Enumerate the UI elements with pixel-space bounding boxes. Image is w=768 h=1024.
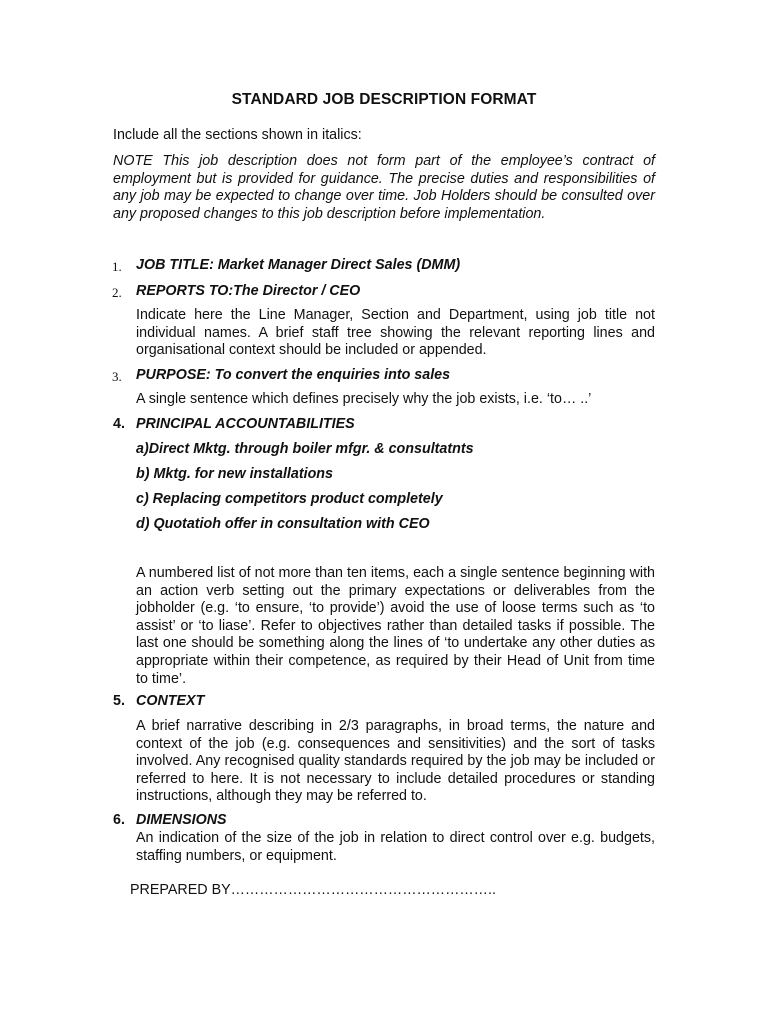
prepared-by-line: PREPARED BY……………………………………………….. bbox=[130, 882, 496, 898]
section-3-heading: PURPOSE: To convert the enquiries into sales bbox=[136, 367, 451, 383]
section-4-body: A numbered list of not more than ten items, each a single sentence beginning with an action verb setting out the primary expectations or deliverables from the jobholder (e.g. ‘to ensure, ‘to provide’) avoid the use of loose terms such as ‘to assist’ or ‘to liase’. Refer to objectives rather than detailed tasks if possible. The last one should be something along the lines of ‘to undertake any other duties as appropriate within their competence, as required by their Head of Unit from time to time’. bbox=[136, 565, 655, 687]
section-4-heading: PRINCIPAL ACCOUNTABILITIES bbox=[136, 416, 355, 432]
accountability-item: c) Replacing competitors product completely bbox=[136, 491, 443, 507]
section-1-heading: JOB TITLE: Market Manager Direct Sales (DMM) bbox=[136, 257, 461, 273]
section-3-body: A single sentence which defines precisely why the job exists, i.e. ‘to… ..’ bbox=[136, 391, 592, 407]
section-6-number: 6. bbox=[113, 812, 125, 828]
intro-text: Include all the sections shown in italics: bbox=[113, 127, 362, 143]
accountability-item: b) Mktg. for new installations bbox=[136, 466, 333, 482]
note-paragraph: NOTE This job description does not form part of the employee’s contract of employment but is provided for guidance. The precise duties and responsibilities of any job may be expected to change over time. Job Holders should be consulted over any proposed changes to this job description before implementation. bbox=[113, 153, 655, 222]
section-5-number: 5. bbox=[113, 693, 125, 709]
section-5-heading: CONTEXT bbox=[136, 693, 205, 709]
section-6-heading: DIMENSIONS bbox=[136, 812, 227, 828]
section-2-heading: REPORTS TO:The Director / CEO bbox=[136, 283, 361, 299]
section-2-body: Indicate here the Line Manager, Section and Department, using job title not individual names. A brief staff tree showing the relevant reporting lines and organisational context should be included or appended. bbox=[136, 307, 655, 359]
section-4-number: 4. bbox=[113, 416, 125, 432]
section-2-number: 2. bbox=[112, 285, 122, 300]
section-5-body: A brief narrative describing in 2/3 paragraphs, in broad terms, the nature and context of the job (e.g. consequences and sensitivities) and the sort of tasks involved. Any recognised quality standards required by the job may be included or referred to here. It is not necessary to include detailed procedures or standing instructions, although they may be referred to. bbox=[136, 718, 655, 805]
section-1-number: 1. bbox=[112, 259, 122, 274]
accountability-item: d) Quotatioh offer in consultation with CEO bbox=[136, 516, 430, 532]
section-3-number: 3. bbox=[112, 369, 122, 384]
document-title: STANDARD JOB DESCRIPTION FORMAT bbox=[231, 91, 537, 108]
accountability-item: a)Direct Mktg. through boiler mfgr. & consultatnts bbox=[136, 441, 474, 457]
section-6-body: An indication of the size of the job in relation to direct control over e.g. budgets, staffing numbers, or equipment. bbox=[136, 830, 655, 864]
